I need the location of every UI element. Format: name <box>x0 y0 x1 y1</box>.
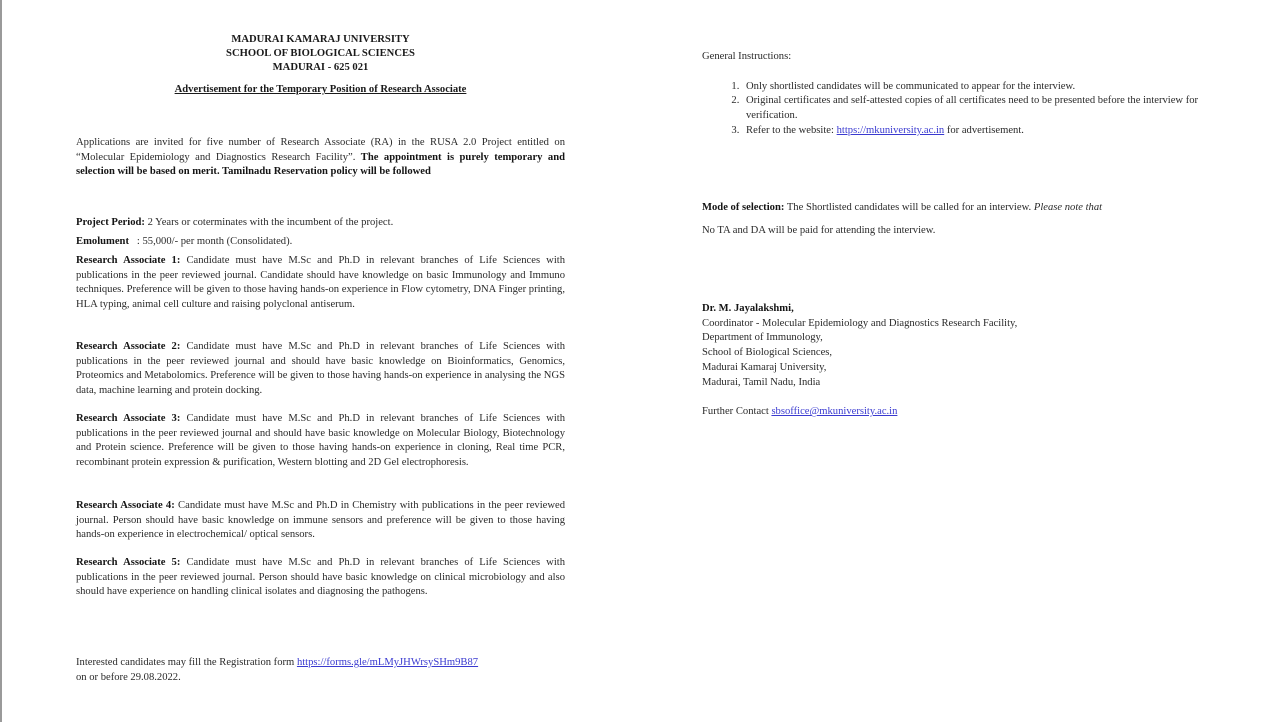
instruction-text: Original certificates and self-attested copies of all certificates need to be presented before the interview for verification. <box>746 95 1199 122</box>
signatory-name: Dr. M. Jayalakshmi, <box>702 303 794 314</box>
contact-label: Further Contact <box>702 406 772 418</box>
mode-of-selection <box>702 196 1214 242</box>
position-text: Candidate must have M.Sc and Ph.D in relevant branches of Life Sciences with publications in the peer reviewed journal. Candidate should have knowledge on basic Immunology and Immuno techniques. Preference will be given to those having hands-on experience in Flow cytometry, DNA Finger printing, HLA typing, animal cell culture and raising polyclonal antiserum. <box>76 255 566 311</box>
instruction-item <box>742 94 1214 123</box>
city: MADURAI - 625 021 <box>272 62 369 73</box>
position-label: Research Associate 4: <box>76 500 175 511</box>
position-3 <box>76 412 565 471</box>
page-left-border <box>0 0 2 722</box>
website-link[interactable]: https://mkuniversity.ac.in <box>836 124 945 136</box>
intro-bold: The appointment is purely temporary and selection will be based on merit. Tamilnadu Reservation policy will be followed <box>76 151 565 178</box>
registration-note <box>76 656 565 685</box>
intro-text: Applications are invited for five number of Research Associate (RA) in the RUSA 2.0 Project entitled on “Molecular Epidemiology and Diagnostics Research Facility”. <box>76 137 565 163</box>
emolument <box>76 235 565 250</box>
project-period-label: Project Period: <box>76 217 145 228</box>
position-1 <box>76 254 565 313</box>
project-period-value: 2 Years or coterminates with the incumbent of the project. <box>144 217 394 228</box>
document-header <box>76 33 565 97</box>
registration-text: Interested candidates may fill the Registration form <box>76 657 297 668</box>
general-instructions <box>702 50 1214 139</box>
instruction-item <box>742 80 1214 95</box>
signatory-line: Madurai, Tamil Nadu, India <box>702 376 821 388</box>
position-5 <box>76 556 565 600</box>
position-label: Research Associate 3: <box>76 413 181 424</box>
signatory-line: School of Biological Sciences, <box>702 347 833 359</box>
registration-form-link[interactable]: https://forms.gle/mLMyJHWrsySHm9B87 <box>296 657 479 668</box>
registration-deadline: on or before 29.08.2022. <box>76 671 181 683</box>
mode-label: Mode of selection: <box>702 202 785 213</box>
instruction-suffix: for advertisement. <box>944 124 1024 136</box>
intro-paragraph <box>76 136 565 180</box>
instruction-text: Refer to the website: <box>746 124 837 136</box>
position-2 <box>76 340 565 399</box>
project-period <box>76 216 565 231</box>
position-text: Candidate must have M.Sc and Ph.D in relevant branches of Life Sciences with publications in the peer reviewed journal. Person should have basic knowledge on clinical microbiology and also should have experience on handling clinical isolates and diagnosing the pathogens. <box>76 557 566 598</box>
position-label: Research Associate 5: <box>76 557 181 568</box>
position-label: Research Associate 2: <box>76 341 181 352</box>
school-name: SCHOOL OF BIOLOGICAL SCIENCES <box>226 48 415 59</box>
mode-note: Please note that <box>1033 202 1103 213</box>
emolument-label: Emolument <box>76 236 129 247</box>
general-instructions-title: General Instructions: <box>702 51 792 62</box>
university-name: MADURAI KAMARAJ UNIVERSITY <box>231 34 410 45</box>
instructions-list <box>702 80 1214 139</box>
signatory-line: Coordinator - Molecular Epidemiology and Diagnostics Research Facility, <box>702 317 1018 329</box>
instruction-item <box>742 124 1214 139</box>
mode-text: The Shortlisted candidates will be called for an interview. <box>784 202 1034 213</box>
signatory-line: Madurai Kamaraj University, <box>702 361 827 373</box>
contact-email-link[interactable]: sbsoffice@mkuniversity.ac.in <box>771 406 898 418</box>
advert-title: Advertisement for the Temporary Position of Research Associate <box>174 84 467 95</box>
position-label: Research Associate 1: <box>76 255 181 266</box>
signatory-line: Department of Immunology, <box>702 332 823 344</box>
signatory-block <box>702 302 1214 420</box>
mode-text-line2: No TA and DA will be paid for attending the interview. <box>702 225 936 236</box>
position-text: Candidate must have M.Sc and Ph.D in Chemistry with publications in the peer reviewed journal. Person should have basic knowledge on immune sensors and preference will be given to those having hands-on experience in electrochemical/ optical sensors. <box>76 500 565 541</box>
position-4 <box>76 499 565 543</box>
position-text: Candidate must have M.Sc and Ph.D in relevant branches of Life Sciences with publications in the peer reviewed journal and should have basic knowledge on Molecular Biology, Biotechnology and Protein science. Preference will be given to those having hands-on experience in cloning, Real time PCR, recombinant protein expression & purification, Western blotting and 2D Gel electrophoresis. <box>76 413 566 469</box>
emolument-value: : 55,000/- per month (Consolidated). <box>128 236 293 247</box>
position-text: Candidate must have M.Sc and Ph.D in relevant branches of Life Sciences with publications in the peer reviewed journal and should have basic knowledge on Bioinformatics, Genomics, Proteomics and Metabolomics. Preference will be given to those having hands-on experience in analysing the NGS data, machine learning and protein docking. <box>76 341 566 397</box>
instruction-text: Only shortlisted candidates will be communicated to appear for the interview. <box>746 80 1076 92</box>
